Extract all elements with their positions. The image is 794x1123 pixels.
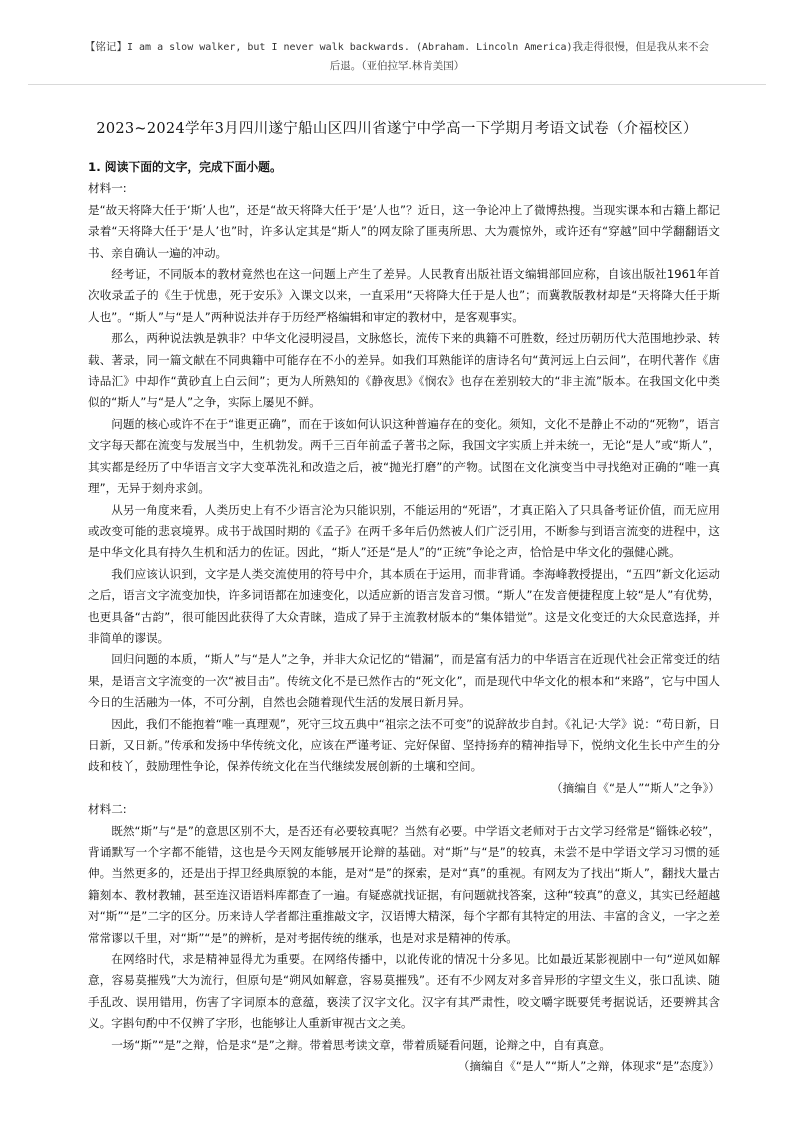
motto-chinese-line1: 我走得很慢，但是我从来不会 — [572, 41, 710, 53]
motto-label: 【铭记】 — [84, 41, 127, 53]
material2-paragraph: 一场“斯”“是”之辩，恰是求“是”之辩。带着思考读文章，带着质疑看问题，论辩之中，自有真意。 — [111, 1037, 611, 1052]
exam-title: 2023~2024学年3月四川遂宁船山区四川省遂宁中学高一下学期月考语文试卷（介福校区） — [96, 121, 698, 137]
header-divider — [28, 84, 766, 85]
material2-label: 材料二: — [88, 802, 127, 817]
motto-chinese-line2: 后退。（亚伯拉罕.林肯美国） — [329, 60, 465, 72]
material1-paragraph: 问题的核心或许不在于“谁更正确”，而在于该如何认识这种普遍存在的变化。须知，文化不是静止不动的“死物”，语言文字每天都在流变与发展当中，生机勃发。两千三百年前孟子著书之际，我国文字实质上并未统一，无论“是人”或“斯人”，其实都是经历了中华语言文字大变革洗礼和改造之后，被“抛光打磨”的产物。试图在文化演变当中寻找绝对正确的“唯一真理”，无异于刻舟求剑。 — [88, 416, 720, 496]
material1-source: （摘编自《“是人”“斯人”之争》） — [551, 780, 720, 795]
motto-english: I am a slow walker, but I never walk backwards. (Abraham. Lincoln America) — [126, 42, 573, 53]
material1-paragraph: 那么，两种说法孰是孰非？中华文化浸明浸昌，文脉悠长，流传下来的典籍不可胜数，经过历朝历代大范围地抄录、转载、著录，同一篇文献在不同典籍中可能存在不小的差异。如我们耳熟能详的唐诗名句“黄河远上白云间”，在明代著作《唐诗品汇》中却作“黄砂直上白云间”；更为人所熟知的《静夜思》《悯农》也存在差别较大的“非主流”版本。在我国文化中类似的“斯人”与“是人”之争，实际上屡见不鲜。 — [88, 331, 720, 410]
material1-paragraph: 是“故天将降大任于‘斯’人也”，还是“故天将降大任于‘是’人也”？近日，这一争论冲上了微博热搜。当现实课本和古籍上都记录着“天将降大任于‘是人’也”时，许多认定其是“斯人”的网友除了匪夷所思、大为震惊外，或许还有“穿越”回中学翻翻语文书、亲自确认一遍的冲动。 — [88, 202, 720, 260]
material1-paragraph: 经考证，不同版本的教材竟然也在这一问题上产生了差异。人民教育出版社语文编辑部回应称，自该出版社1961年首次收录孟子的《生于忧患，死于安乐》入课文以来，一直采用“天将降大任于是人也”；而冀教版教材却是“天将降大任于斯人也”。“斯人”与“是人”两种说法并存于历经严格编辑和审定的教材中，是客观事实。 — [88, 267, 720, 324]
material2-paragraph: 在网络时代，求是精神显得尤为重要。在网络传播中，以讹传讹的情况十分多见。比如最近某影视剧中一句“逆风如解意，容易莫摧残”大为流行，但原句是“朔风如解意，容易莫摧残”。还有不少网友对多音异形的字望文生义，张口乱读、随手乱改、误用错用，伤害了字词原本的意蕴，亵渎了汉字文化。汉字有其严肃性，咬文嚼字既要凭考据说话，还要辨其含义。字斟句酌中不仅辨了字形，也能够让人重新审视古文之美。 — [88, 952, 720, 1031]
material2-source: （摘编自《“是人”“斯人”之辩，体现求“是”态度》） — [457, 1059, 720, 1074]
material1-paragraph: 从另一角度来看，人类历史上有不少语言沦为只能识别，不能运用的“死语”，才真正陷入了只具备考证价值，而无应用或改变可能的悲哀境界。成书于战国时期的《孟子》在两千多年后仍然被人们广泛引用，不断参与到语言流变的进程中，这是中华文化具有持久生机和活力的佐证。因此，“斯人”还是“是人”的“正统”争论之声，恰恰是中华文化的强健心跳。 — [88, 502, 720, 560]
material1-paragraph: 回归问题的本质，“斯人”与“是人”之争，并非大众记忆的“错漏”，而是富有活力的中华语言在近现代社会正常变迁的结果，是语言文字流变的一次“被目击”。传统文化不是已然作古的“死文化”，而是现代中华文化的根本和“来路”，它与中国人今日的生活融为一体，不可分割，自然也会随着现代生活的发展日新月异。 — [88, 652, 720, 710]
material1-paragraph: 因此，我们不能抱着“唯一真理观”，死守三坟五典中“祖宗之法不可变”的说辞故步自封。《礼记·大学》说：“苟日新，日日新，又日新。”传承和发扬中华传统文化，应该在严谨考证、完好保留、坚持扬弃的精神指导下，悦纳文化生长中产生的分歧和枝丫，鼓励理性争论，保养传统文化在当代继续发展创新的土壤和空间。 — [88, 716, 720, 774]
material1-label: 材料一: — [88, 181, 127, 196]
question-content — [88, 157, 720, 1077]
motto-banner — [30, 38, 764, 76]
material2-paragraph: 既然“斯”与“是”的意思区别不大，是否还有必要较真呢？当然有必要。中学语文老师对于古文学习经常是“锱铢必较”，背诵默写一个字都不能错，这也是今天网友能够展开论辩的基础。对“斯”与“是”的较真，未尝不是中学语文学习习惯的延伸。当然更多的，还是出于捍卫经典原貌的本能，是对“是”的探索，是对“真”的重视。有网友为了找出“斯人”，翻找大量古籍刻本、教材教辅，甚至连汉语语料库都查了一遍。有疑惑就找证据，有问题就找答案，这种“较真”的意义，其实已经超越对“斯”“是”二字的区分。历来诗人学者都注重推敲文字，汉语博大精深，每个字都有其特定的用法、丰富的含义，一字之差常常谬以千里，对“斯”“是”的辨析，是对考据传统的继承，也是对求是精神的传承。 — [88, 823, 720, 945]
material1-paragraph: 我们应该认识到，文字是人类交流使用的符号中介，其本质在于运用，而非背诵。李海峰教授提出，“五四”新文化运动之后，语言文字流变加快，许多词语都在加速变化，以适应新的语言发音习惯。“斯人”在发音便捷程度上较“是人”有优势，也更具备“古韵”，很可能因此获得了大众青睐，造成了异于主流教材版本的“集体错觉”。这是文化变迁的大众民意选择，并非简单的谬误。 — [88, 566, 720, 645]
question-heading: 1. 阅读下面的文字，完成下面小题。 — [88, 160, 282, 174]
